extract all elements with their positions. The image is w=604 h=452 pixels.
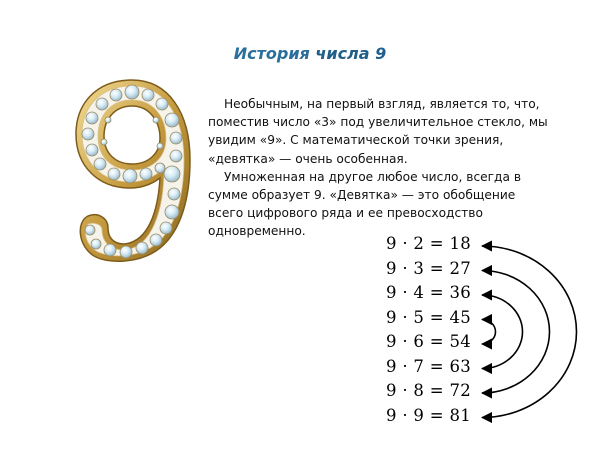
equation: 9 · 2 = 18: [386, 234, 472, 253]
connector-arc: [482, 271, 550, 394]
equation: 9 · 8 = 72: [386, 381, 472, 400]
connector-arc: [482, 295, 523, 369]
connector-arc: [482, 320, 496, 345]
equation: 9 · 9 = 81: [386, 405, 472, 425]
paragraph-1: Необычным, на первый взгляд, является то, что, поместив число «3» под увеличительное стекло, мы увидим «9». С математической точки зрения, «девятка» — очень особенная.: [208, 97, 548, 166]
equation: 9 · 7 = 63: [386, 356, 472, 376]
title-word-2: числа 9: [315, 44, 387, 63]
equation: 9 · 6 = 54: [386, 332, 472, 351]
description-text: [208, 95, 553, 241]
slide-title: [0, 44, 604, 63]
diamond-nine-icon: [68, 72, 196, 268]
title-word-1: История: [233, 44, 310, 63]
connector-arcs: [470, 238, 580, 428]
paragraph-2: Умноженная на другое любое число, всегда в сумме образует 9. «Девятка» — это обобщение всего цифрового ряда и ее превосходство одновременно.: [208, 169, 521, 239]
equation: 9 · 5 = 45: [386, 307, 472, 327]
equation: 9 · 4 = 36: [386, 283, 472, 302]
equation: 9 · 3 = 27: [386, 258, 472, 278]
